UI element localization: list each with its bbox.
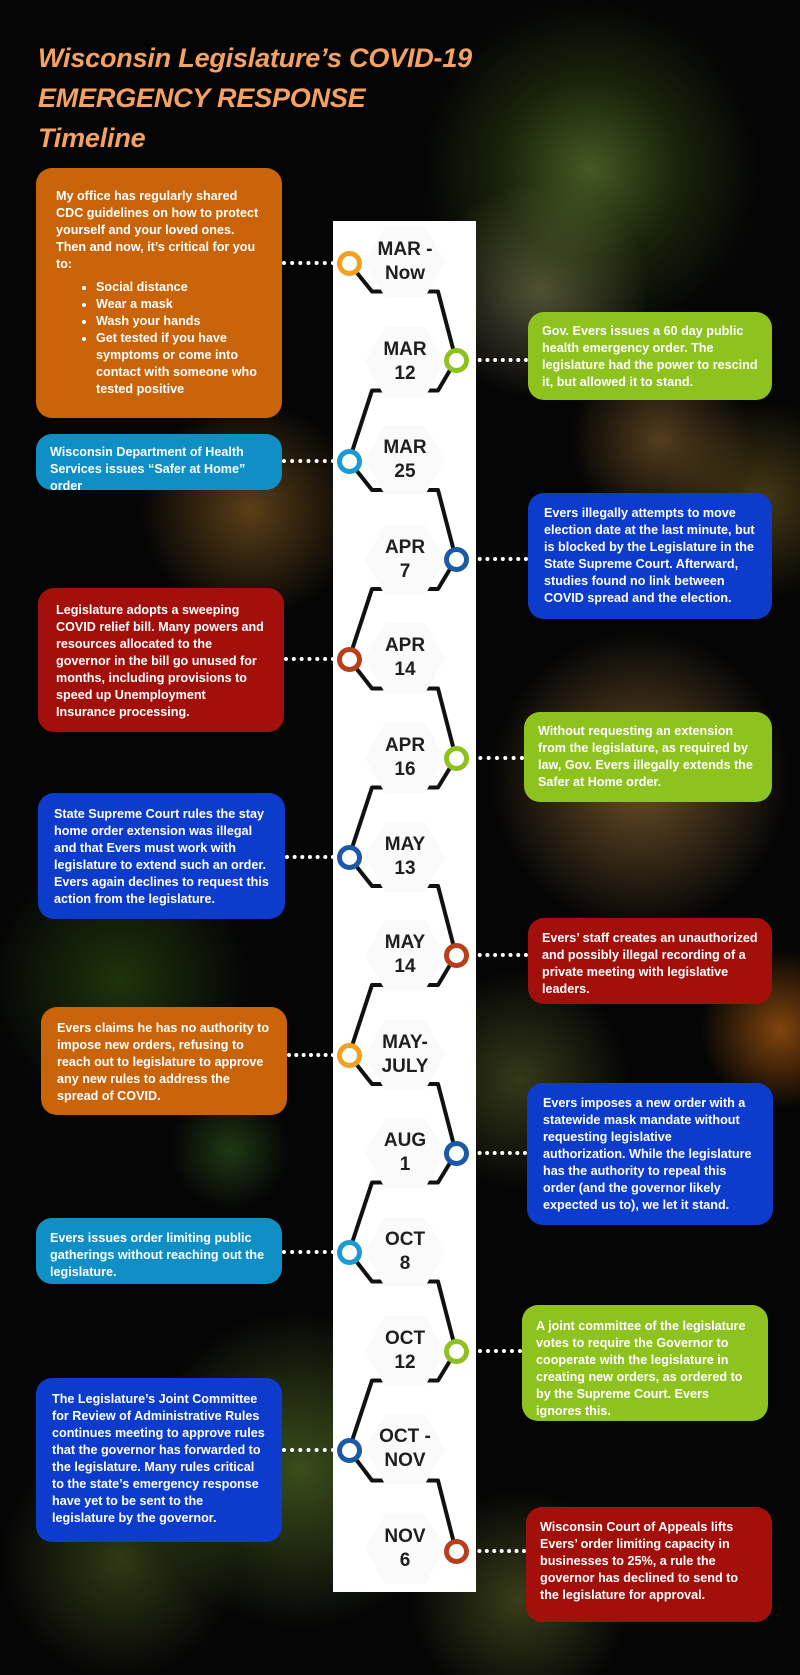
timeline-node (337, 647, 362, 672)
timeline-node (337, 449, 362, 474)
timeline-node (337, 845, 362, 870)
event-text: Without requesting an extension from the legislature, as required by law, Gov. Evers illegally extends the Safer at Home order. (538, 724, 753, 789)
guideline-item: • Wear a mask (96, 296, 264, 313)
dotted-connector (287, 1053, 335, 1057)
date-label-oct-12: OCT 12 (384, 1328, 426, 1373)
dotted-connector (470, 358, 528, 362)
date-label-may-july: MAY- JULY (381, 1032, 429, 1077)
event-box-apr-7 (528, 493, 772, 619)
guideline-item: • Social distance (96, 279, 264, 296)
timeline-node (444, 1539, 469, 1564)
event-box-mar-12 (528, 312, 772, 400)
event-text: Evers issues order limiting public gatherings without reaching out the legislature. (50, 1231, 265, 1279)
date-label-apr-16: APR 16 (384, 735, 426, 780)
event-box-aug-1 (527, 1083, 773, 1225)
event-text: State Supreme Court rules the stay home order extension was illegal and that Evers must work with legislature to extend such an order. Evers again declines to request this action from the legislature. (54, 807, 269, 906)
guideline-list (56, 279, 264, 398)
event-text: The Legislature’s Joint Committee for Review of Administrative Rules continues meeting to approve rules that the governor has forwarded to the legislature. Many rules critical to the state’s emergency response have yet to be sent to the legislature by the governor. (52, 1392, 265, 1525)
event-box-nov-6 (526, 1507, 772, 1622)
event-box-mar-now (36, 168, 282, 418)
event-box-mar-25 (36, 434, 282, 493)
title-line-2: EMERGENCY RESPONSE (38, 83, 366, 113)
event-text: Evers’ staff creates an unauthorized and possibly illegal recording of a private meeting with legislative leaders. (542, 931, 758, 996)
event-text: Evers imposes a new order with a statewide mask mandate without requesting legislative authorization. While the legislature has the authority to repeal this order (and the governor likely expected us to), we let it stand. (543, 1096, 752, 1212)
guideline-item: • Wash your hands (96, 313, 264, 330)
date-label-may-14: MAY 14 (384, 932, 426, 977)
timeline-node (337, 251, 362, 276)
date-label-may-13: MAY 13 (384, 834, 426, 879)
dotted-connector (470, 1549, 526, 1553)
dotted-connector (470, 1349, 522, 1353)
guideline-item: • Get tested if you have symptoms or come into contact with someone who tested positive (96, 330, 264, 398)
date-label-oct-8: OCT 8 (384, 1229, 426, 1274)
dotted-connector (282, 261, 335, 265)
event-box-oct-nov (36, 1378, 282, 1542)
event-text: My office has regularly shared CDC guidelines on how to protect yourself and your loved ones. Then and now, it’s critical for you to: (56, 189, 259, 271)
timeline-node (444, 547, 469, 572)
event-box-oct-12 (522, 1305, 768, 1421)
dotted-connector (282, 1448, 335, 1452)
timeline-node (444, 746, 469, 771)
dotted-connector (284, 657, 335, 661)
timeline-node (337, 1438, 362, 1463)
event-box-may-13 (38, 793, 285, 919)
event-box-may-14 (528, 918, 772, 1004)
timeline-node (444, 348, 469, 373)
date-label-aug-1: AUG 1 (383, 1130, 427, 1175)
dotted-connector (470, 1151, 527, 1155)
date-label-mar-now: MAR - Now (377, 239, 433, 284)
event-text: Legislature adopts a sweeping COVID relief bill. Many powers and resources allocated to the governor in the bill go unused for months, including provisions to speed up Unemployment Insurance processing. (56, 603, 264, 719)
event-text: Wisconsin Department of Health Services issues “Safer at Home” order (50, 445, 246, 493)
event-box-may-july (41, 1007, 287, 1115)
timeline-node (444, 1141, 469, 1166)
page-title (38, 38, 472, 158)
timeline-node (337, 1240, 362, 1265)
date-label-oct-nov: OCT - NOV (379, 1426, 431, 1471)
event-text: Evers illegally attempts to move election date at the last minute, but is blocked by the Legislature in the State Supreme Court. Afterward, studies found no link between COVID spread and the election. (544, 506, 755, 605)
date-label-mar-12: MAR 12 (383, 339, 427, 384)
dotted-connector (285, 855, 335, 859)
event-box-apr-16 (524, 712, 772, 802)
dotted-connector (470, 756, 524, 760)
title-line-3: Timeline (38, 123, 146, 153)
timeline-node (444, 943, 469, 968)
date-label-apr-14: APR 14 (384, 635, 426, 680)
title-line-1: Wisconsin Legislature’s COVID-19 (38, 43, 472, 73)
event-text: A joint committee of the legislature votes to require the Governor to cooperate with the legislature in creating new orders, as ordered to by the Supreme Court. Evers ignores this. (536, 1319, 746, 1418)
dotted-connector (282, 1250, 335, 1254)
date-label-mar-25: MAR 25 (383, 437, 427, 482)
dotted-connector (282, 459, 335, 463)
timeline-node (337, 1043, 362, 1068)
dotted-connector (470, 953, 528, 957)
dotted-connector (470, 557, 528, 561)
date-label-nov-6: NOV 6 (384, 1526, 426, 1571)
event-box-apr-14 (38, 588, 284, 732)
event-text: Gov. Evers issues a 60 day public health emergency order. The legislature had the power to rescind it, but allowed it to stand. (542, 324, 758, 389)
timeline-node (444, 1339, 469, 1364)
event-text: Evers claims he has no authority to impose new orders, refusing to reach out to legislature to approve any new rules to address the spread of COVID. (57, 1021, 270, 1103)
event-box-oct-8 (36, 1218, 282, 1284)
event-text: Wisconsin Court of Appeals lifts Evers’ order limiting capacity in businesses to 25%, a rule the governor has declined to send to the legislature for approval. (540, 1520, 739, 1602)
date-label-apr-7: APR 7 (384, 537, 426, 582)
